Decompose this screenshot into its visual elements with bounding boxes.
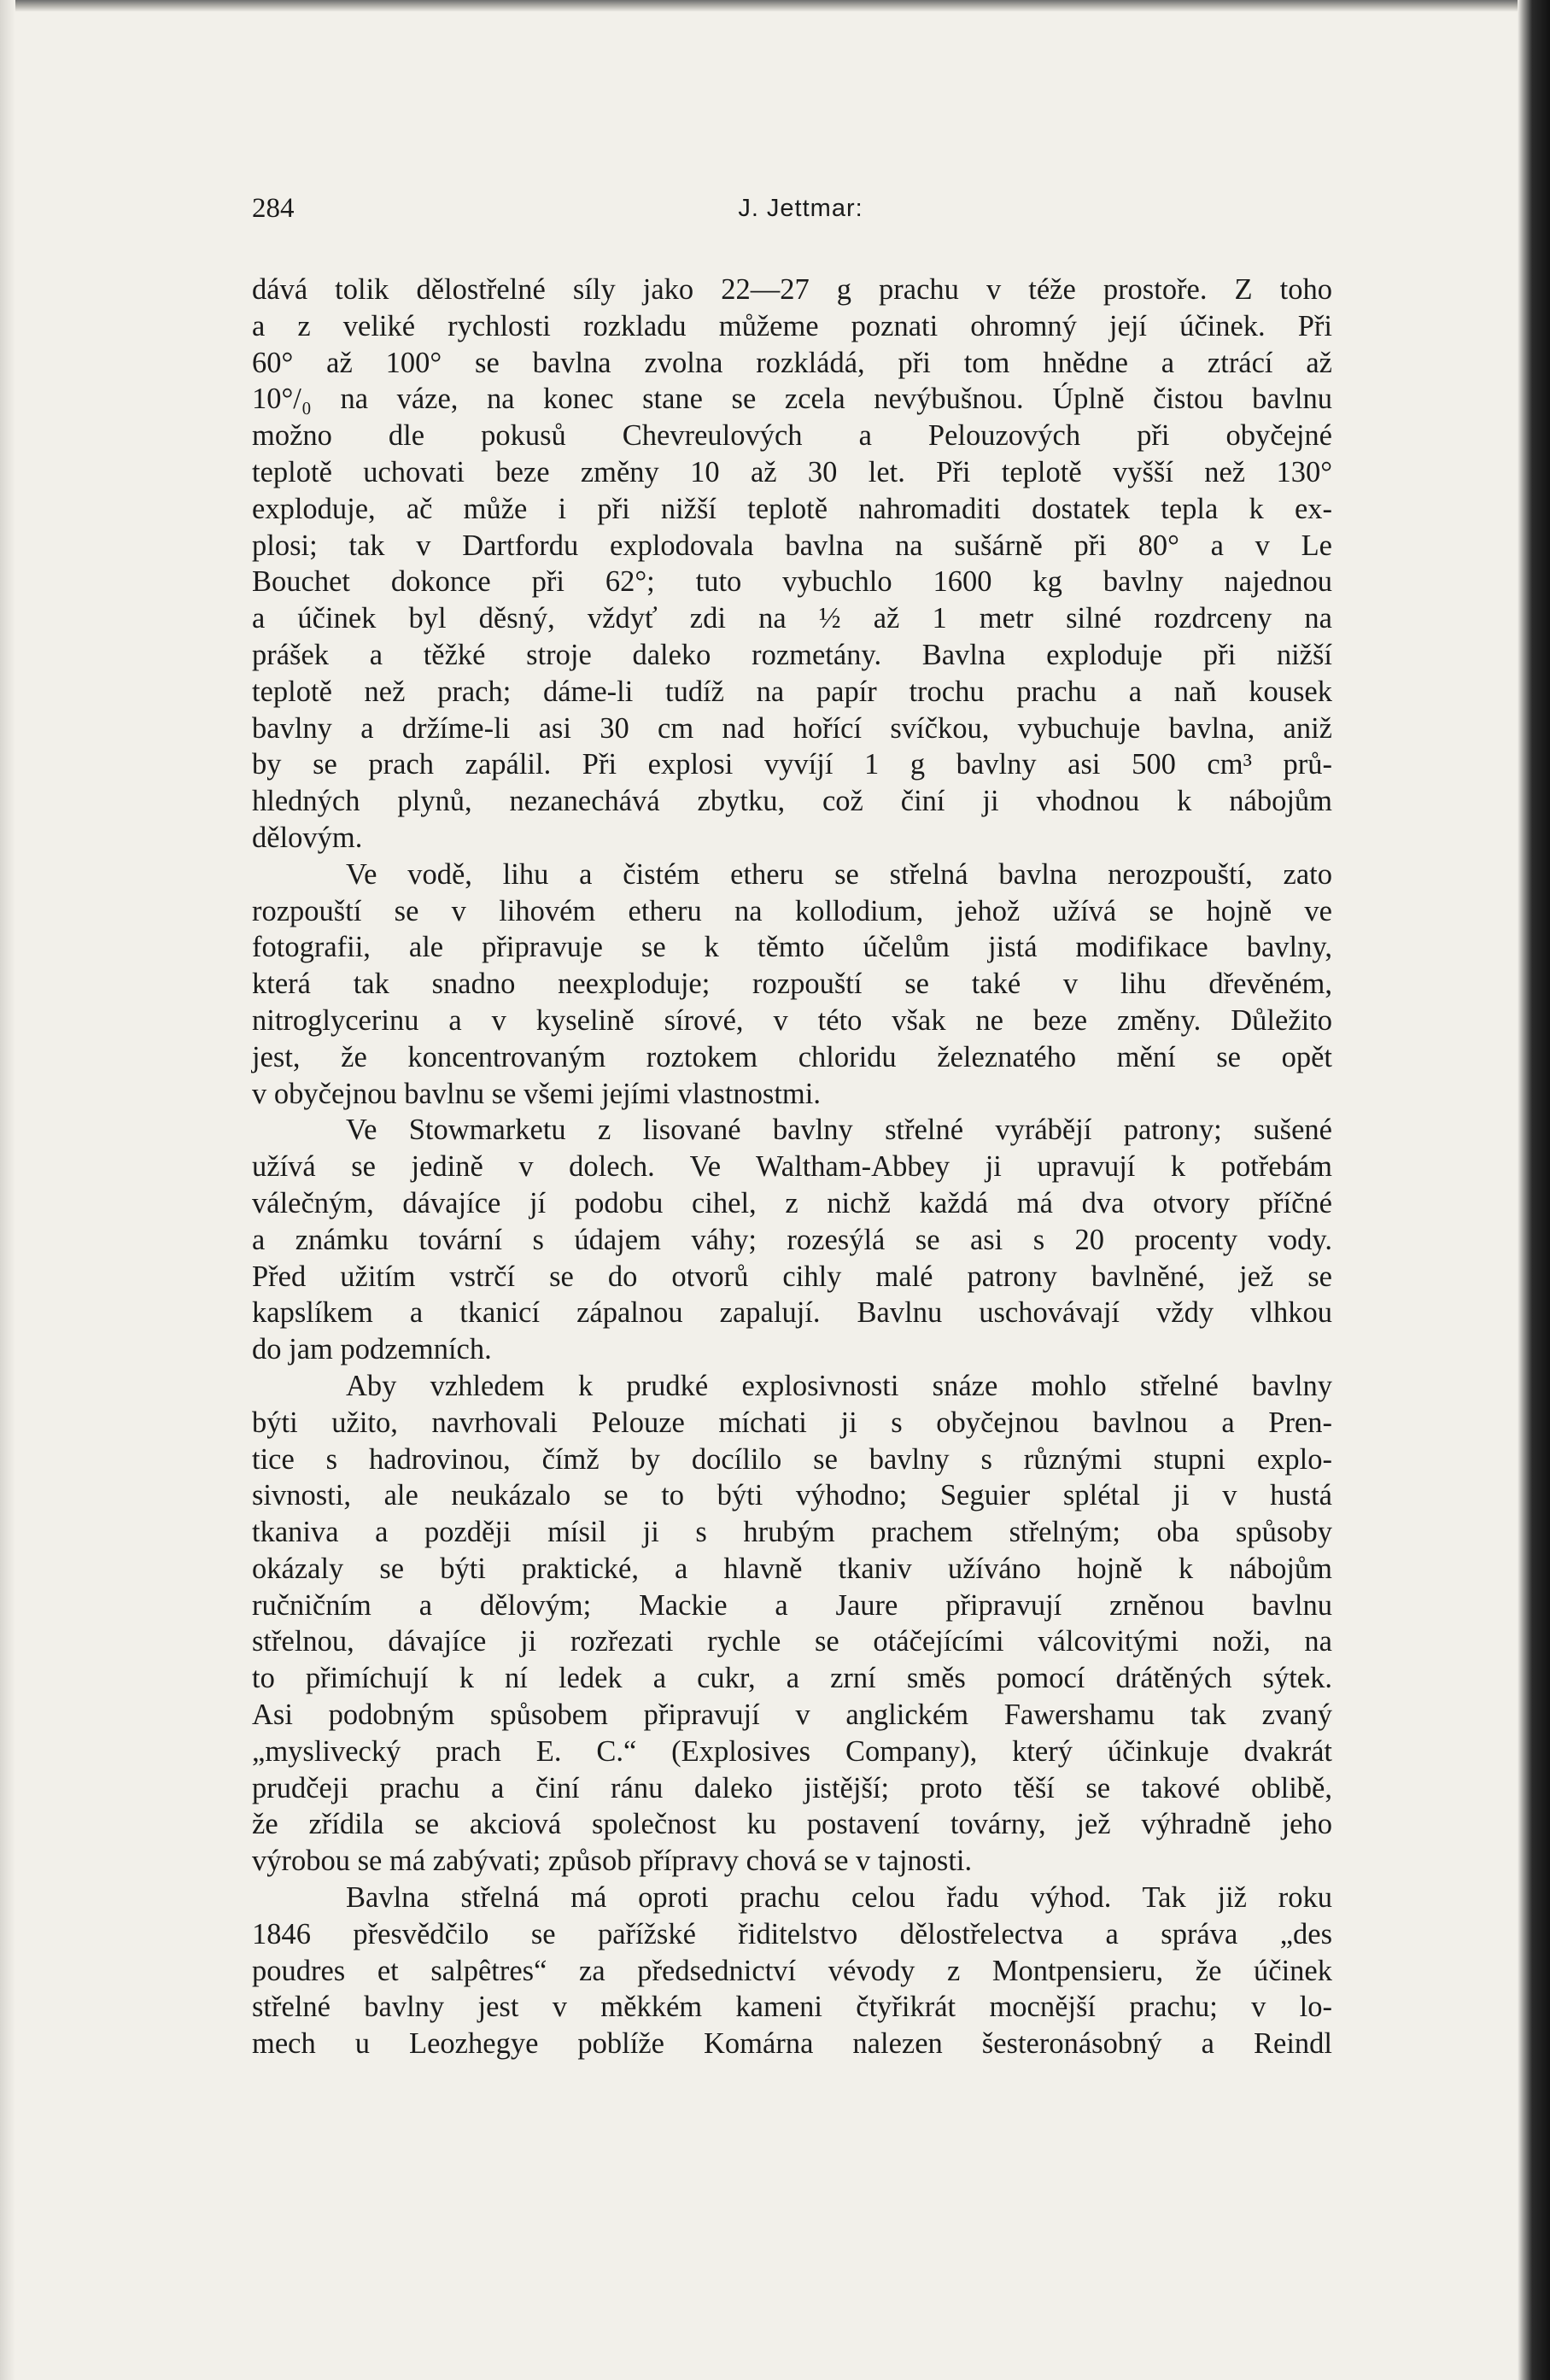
paragraph-2 [252, 857, 1332, 1113]
text-line: jest, že koncentrovaným roztokem chloridu železnatého mění se opět [252, 1040, 1332, 1073]
text-line: dává tolik dělostřelné síly jako 22—27 g prachu v téže prostoře. Z toho [252, 273, 1332, 306]
text-line: Před užitím vstrčí se do otvorů cihly malé patrony bavlněné, jež se [252, 1260, 1332, 1293]
text-line: Bouchet dokonce při 62°; tuto vybuchlo 1600 kg bavlny najednou [252, 565, 1332, 599]
text-line: 60° až 100° se bavlna zvolna rozkládá, při tom hnědne a ztrácí až [252, 346, 1332, 379]
page-header [252, 190, 1332, 227]
text-line: tice s hadrovinou, čímž by docílilo se bavlny s různými stupni explo- [252, 1442, 1332, 1476]
text-line: do jam podzemních. [252, 1333, 492, 1366]
text-line: bavlny a držíme-li asi 30 cm nad hořící svíčkou, vybuchuje bavlna, aniž [252, 711, 1332, 745]
text-line: tkaniva a později mísil ji s hrubým prachem střelným; oba spůsoby [252, 1516, 1332, 1549]
text-line: okázaly se býti praktické, a hlavně tkaniv užíváno hojně k nábojům [252, 1552, 1332, 1585]
text-line: v obyčejnou bavlnu se všemi jejími vlastnostmi. [252, 1077, 821, 1110]
body-text [252, 272, 1332, 2062]
text-line: že zřídila se akciová společnost ku postavení továrny, jež výhradně jeho [252, 1808, 1332, 1841]
text-line: fotografii, ale připravuje se k těmto účelům jistá modifikace bavlny, [252, 931, 1332, 964]
text-line: Ve Stowmarketu z lisované bavlny střelné vyrábějí patrony; sušené [346, 1114, 1332, 1147]
text-line: hledných plynů, nezanechává zbytku, což činí ji vhodnou k nábojům [252, 785, 1332, 818]
scan-top-edge [0, 0, 1550, 12]
text-line: by se prach zapálil. Při explosi vyvíjí 1 g bavlny asi 500 cm³ prů- [252, 748, 1332, 781]
text-line: prudčeji prachu a činí ránu daleko jistější; proto těší se takové oblibě, [252, 1771, 1332, 1804]
text-line: rozpouští se v lihovém etheru na kollodium, jehož užívá se hojně ve [252, 894, 1332, 927]
text-line: teplotě než prach; dáme-li tudíž na papír trochu prachu a naň kousek [252, 675, 1332, 708]
text-line: sivnosti, ale neukázalo se to býti výhodno; Seguier splétal ji v hustá [252, 1479, 1332, 1512]
text-line: Aby vzhledem k prudké explosivnosti snáze mohlo střelné bavlny [346, 1369, 1332, 1402]
paragraph-3 [252, 1112, 1332, 1368]
text-line: Ve vodě, lihu a čistém etheru se střelná bavlna nerozpouští, zato [346, 857, 1332, 891]
text-line: exploduje, ač může i při nižší teplotě nahromaditi dostatek tepla k ex- [252, 492, 1332, 525]
text-line: prášek a těžké stroje daleko rozmetány. Bavlna exploduje při nižší [252, 638, 1332, 671]
text-line: střelnou, dávajíce ji rozřezati rychle se otáčejícími válcovitými noži, na [252, 1625, 1332, 1658]
text-line: dělovým. [252, 821, 363, 854]
text-line: 10°/₀ na váze, na konec stane se zcela nevýbušnou. Úplně čistou bavlnu [252, 383, 1332, 416]
paragraph-1 [252, 272, 1332, 857]
text-line: a z veliké rychlosti rozkladu můžeme poznati ohromný její účinek. Při [252, 309, 1332, 342]
text-line: plosi; tak v Dartfordu explodovala bavlna na sušárně při 80° a v Le [252, 529, 1332, 562]
text-line: Bavlna střelná má oproti prachu celou řadu výhod. Tak již roku [346, 1881, 1332, 1915]
text-line: výrobou se má zabývati; způsob přípravy chová se v tajnosti. [252, 1845, 973, 1878]
text-line: 1846 přesvědčilo se pařížské řiditelstvo dělostřelectva a správa „des [252, 1917, 1332, 1950]
scan-left-shadow [0, 0, 15, 2380]
text-line: kapslíkem a tkanicí zápalnou zapalují. Bavlnu uschovávají vždy vlhkou [252, 1296, 1332, 1330]
text-line: býti užito, navrhovali Pelouze míchati ji s obyčejnou bavlnou a Pren- [252, 1406, 1332, 1439]
running-head: J. Jettmar: [738, 195, 863, 222]
text-line: teplotě uchovati beze změny 10 až 30 let. Při teplotě vyšší než 130° [252, 455, 1332, 488]
text-line: mech u Leozhegye poblíže Komárna nalezen šesteronásobný a Reindl [252, 2027, 1332, 2061]
page-number: 284 [252, 193, 295, 224]
text-line: a účinek byl děsný, vždyť zdi na ½ až 1 metr silné rozdrceny na [252, 602, 1332, 635]
text-line: to přimíchují k ní ledek a cukr, a zrní směs pomocí drátěných sýtek. [252, 1662, 1332, 1695]
text-line: válečným, dávajíce jí podobu cihel, z nichž každá má dva otvory příčné [252, 1186, 1332, 1219]
text-line: „myslivecký prach E. C.“ (Explosives Company), který účinkuje dvakrát [252, 1734, 1332, 1768]
text-line: užívá se jedině v dolech. Ve Waltham-Abbey ji upravují k potřebám [252, 1150, 1332, 1184]
text-line: nitroglycerinu a v kyselině sírové, v této však ne beze změny. Důležito [252, 1003, 1332, 1037]
text-line: střelné bavlny jest v měkkém kameni čtyřikrát mocnější prachu; v lo- [252, 1991, 1332, 2024]
text-line: poudres et salpêtres“ za předsednictví vévody z Montpensieru, že účinek [252, 1954, 1332, 1987]
text-line: ručničním a dělovým; Mackie a Jaure připravují zrněnou bavlnu [252, 1588, 1332, 1622]
paragraph-5 [252, 1880, 1332, 2062]
text-line: možno dle pokusů Chevreulových a Pelouzových při obyčejné [252, 419, 1332, 453]
text-line: která tak snadno neexploduje; rozpouští se také v lihu dřevěném, [252, 968, 1332, 1001]
paragraph-4 [252, 1368, 1332, 1880]
text-line: a známku tovární s údajem váhy; rozesýlá se asi s 20 procenty vody. [252, 1223, 1332, 1256]
scan-book-edge [1518, 0, 1550, 2380]
text-line: Asi podobným spůsobem připravují v anglickém Fawershamu tak zvaný [252, 1699, 1332, 1732]
